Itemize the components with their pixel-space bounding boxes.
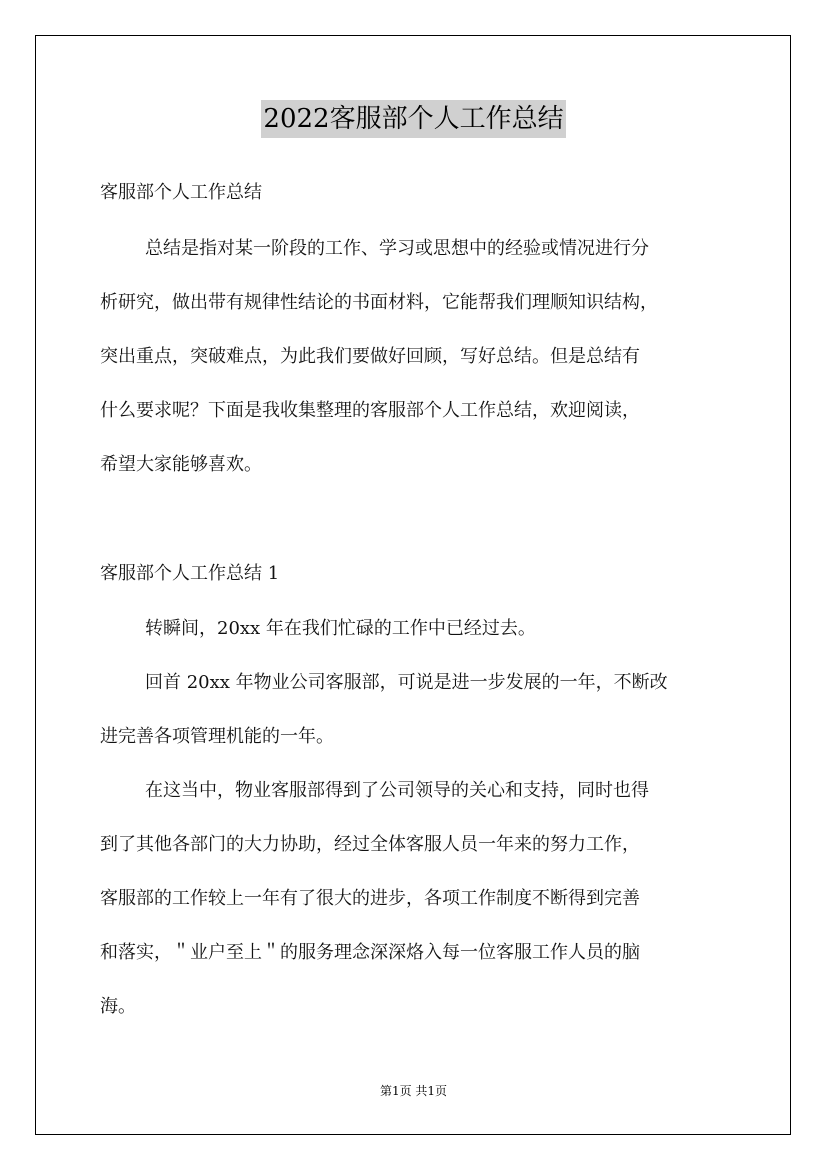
section1-line: 转瞬间，20xx 年在我们忙碌的工作中已经过去。 <box>145 618 536 639</box>
intro-line: 什么要求呢？下面是我收集整理的客服部个人工作总结，欢迎阅读， <box>100 400 640 421</box>
intro-line: 总结是指对某一阶段的工作、学习或思想中的经验或情况进行分 <box>145 238 649 259</box>
intro-line: 希望大家能够喜欢。 <box>100 454 262 475</box>
page-footer: 第1页 共1页 <box>379 1084 448 1098</box>
section1-line: 到了其他各部门的大力协助，经过全体客服人员一年来的努力工作， <box>100 834 640 855</box>
section1-line: 和落实，＂业户至上＂的服务理念深深烙入每一位客服工作人员的脑 <box>100 942 640 963</box>
section1-line: 回首 20xx 年物业公司客服部，可说是进一步发展的一年，不断改 <box>145 672 668 693</box>
intro-heading: 客服部个人工作总结 <box>100 182 262 203</box>
intro-line: 析研究，做出带有规律性结论的书面材料，它能帮我们理顺知识结构， <box>100 292 658 313</box>
section1-line: 客服部的工作较上一年有了很大的进步，各项工作制度不断得到完善 <box>100 888 640 909</box>
section1-line: 海。 <box>100 996 136 1017</box>
section1-line: 进完善各项管理机能的一年。 <box>100 726 334 747</box>
title-container <box>0 100 827 138</box>
intro-line: 突出重点，突破难点，为此我们要做好回顾，写好总结。但是总结有 <box>100 346 640 367</box>
section1-line: 在这当中，物业客服部得到了公司领导的关心和支持，同时也得 <box>145 780 649 801</box>
section1-heading: 客服部个人工作总结 1 <box>100 563 280 584</box>
document-title: 2022客服部个人工作总结 <box>261 100 565 138</box>
